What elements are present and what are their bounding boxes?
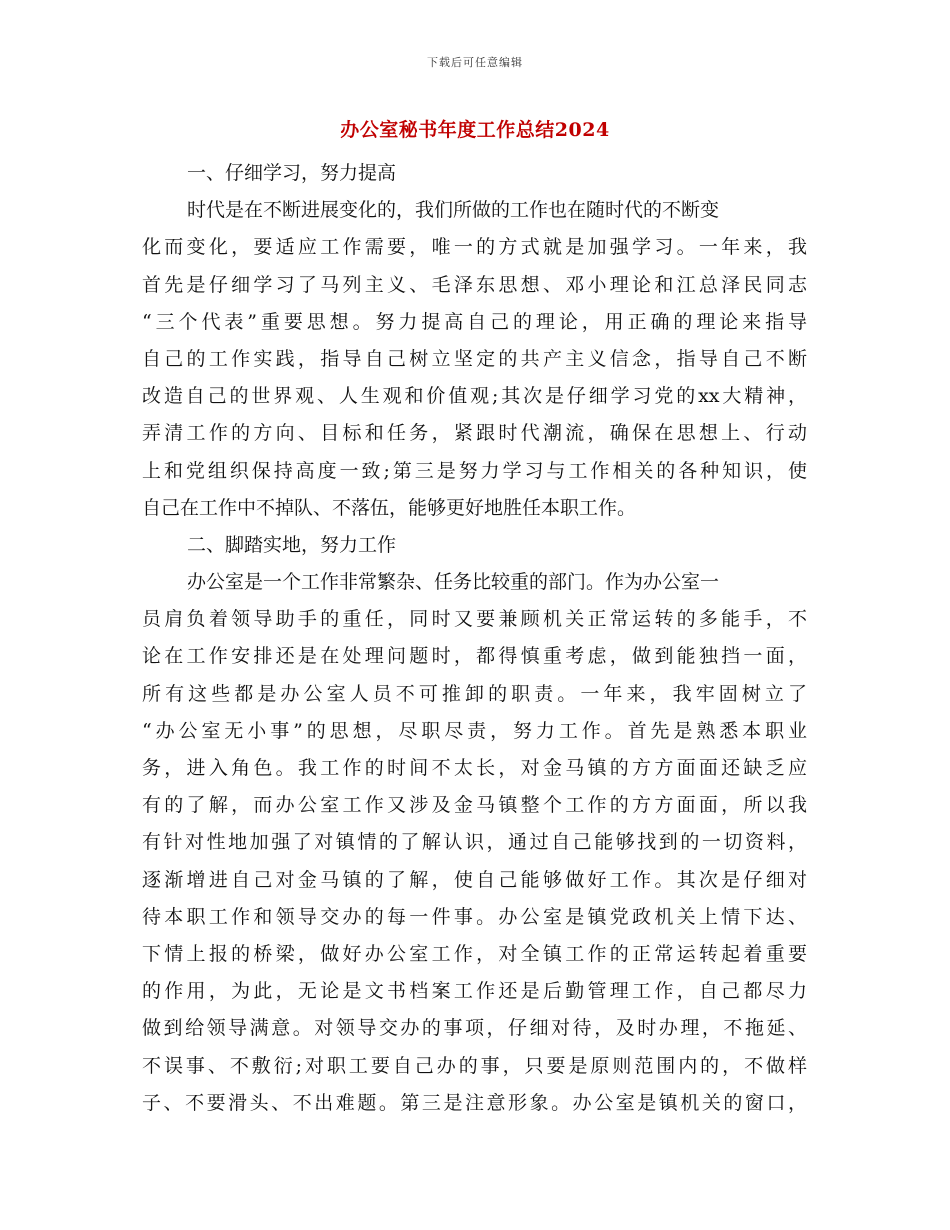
- section-heading-1: 一、仔细学习，努力提高: [187, 162, 397, 184]
- paragraph-line: 子、不要滑头、不出难题。第三是注意形象。办公室是镇机关的窗口，: [142, 1091, 807, 1114]
- paragraph-line: 首先是仔细学习了马列主义、毛泽东思想、邓小理论和江总泽民同志: [142, 273, 807, 296]
- paragraph-line: 的作用，为此，无论是文书档案工作还是后勤管理工作，自己都尽力: [142, 980, 807, 1003]
- paragraph-line: 弄清工作的方向、目标和任务，紧跟时代潮流，确保在思想上、行动: [142, 422, 807, 445]
- paragraph-line: 不误事、不敷衍;对职工要自己办的事，只要是原则范围内的，不做样: [142, 1054, 807, 1077]
- paragraph-line: 自己在工作中不掉队、不落伍，能够更好地胜任本职工作。: [142, 496, 637, 519]
- paragraph-line: 上和党组织保持高度一致;第三是努力学习与工作相关的各种知识，使: [142, 459, 807, 482]
- paragraph-line: 所有这些都是办公室人员不可推卸的职责。一年来，我牢固树立了: [142, 682, 807, 705]
- document-body: [142, 155, 807, 1122]
- paragraph-line: 员肩负着领导助手的重任，同时又要兼顾机关正常运转的多能手，不: [142, 608, 807, 631]
- paragraph-line: 下情上报的桥梁，做好办公室工作，对全镇工作的正常运转起着重要: [142, 942, 807, 965]
- paragraph-line: 务，进入角色。我工作的时间不太长，对金马镇的方方面面还缺乏应: [142, 757, 807, 779]
- paragraph-line: 有的了解，而办公室工作又涉及金马镇整个工作的方方面面，所以我: [142, 794, 807, 817]
- paragraph-line: 逐渐增进自己对金马镇的了解，使自己能够做好工作。其次是仔细对: [142, 868, 807, 891]
- paragraph-line: 待本职工作和领导交办的每一件事。办公室是镇党政机关上情下达、: [142, 905, 807, 928]
- paragraph-line: “三个代表”重要思想。努力提高自己的理论，用正确的理论来指导: [142, 310, 807, 333]
- paragraph-line: “办公室无小事”的思想，尽职尽责，努力工作。首先是熟悉本职业: [142, 719, 807, 742]
- paragraph-line: 改造自己的世界观、人生观和价值观;其次是仔细学习党的xx大精神，: [142, 385, 807, 408]
- header-note: 下载后可任意编辑: [427, 56, 523, 69]
- section-heading-2: 二、脚踏实地，努力工作: [187, 533, 397, 556]
- paragraph-line: 有针对性地加强了对镇情的了解认识，通过自己能够找到的一切资料，: [142, 831, 807, 854]
- paragraph-line: 办公室是一个工作非常繁杂、任务比较重的部门。作为办公室一: [187, 571, 720, 594]
- paragraph-line: 时代是在不断进展变化的，我们所做的工作也在随时代的不断变: [187, 199, 720, 222]
- paragraph-line: 化而变化，要适应工作需要，唯一的方式就是加强学习。一年来，我: [142, 236, 807, 259]
- paragraph-line: 做到给领导满意。对领导交办的事项，仔细对待，及时办理，不拖延、: [142, 1017, 807, 1040]
- paragraph-line: 论在工作安排还是在处理问题时，都得慎重考虑，做到能独挡一面，: [142, 645, 807, 668]
- document-title: 办公室秘书年度工作总结2024: [340, 119, 610, 141]
- paragraph-line: 自己的工作实践，指导自己树立坚定的共产主义信念，指导自己不断: [142, 347, 807, 370]
